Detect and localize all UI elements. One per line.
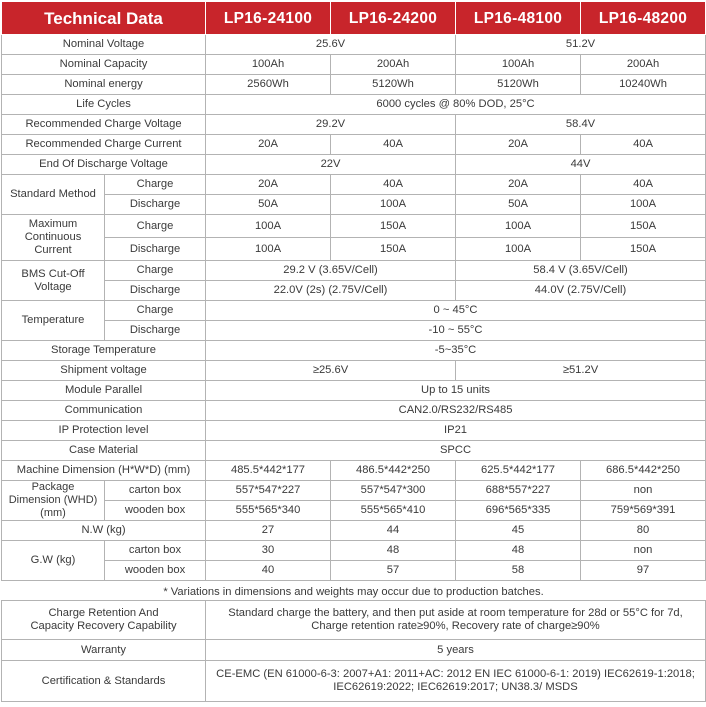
row-label: Case Material: [2, 441, 206, 461]
cell-value: 100Ah: [456, 55, 581, 75]
cell-value: 486.5*442*250: [331, 461, 456, 481]
row-label: Certification & Standards: [2, 661, 206, 702]
cell-value: -10 ~ 55°C: [206, 321, 706, 341]
cell-value: 51.2V: [456, 35, 706, 55]
row-label: Standard Method: [2, 175, 105, 215]
cell-value: 5120Wh: [331, 75, 456, 95]
cell-value: 100Ah: [206, 55, 331, 75]
row-label: G.W (kg): [2, 541, 105, 581]
cell-value: 40A: [331, 175, 456, 195]
table-row: [2, 195, 706, 215]
retention-label-line: Capacity Recovery Capability: [30, 620, 177, 632]
technical-data-table: [1, 1, 706, 603]
table-row: [2, 381, 706, 401]
cell-value: 686.5*442*250: [581, 461, 706, 481]
sub-label: Charge: [105, 261, 206, 281]
cell-value: 20A: [206, 175, 331, 195]
cell-value: 625.5*442*177: [456, 461, 581, 481]
cell-value: 555*565*340: [206, 501, 331, 521]
cell-value: non: [581, 481, 706, 501]
cell-value: 150A: [581, 215, 706, 238]
cell-value: 57: [331, 561, 456, 581]
sub-label: Charge: [105, 175, 206, 195]
cell-value: 97: [581, 561, 706, 581]
row-label: Communication: [2, 401, 206, 421]
cell-value: 555*565*410: [331, 501, 456, 521]
row-label: Storage Temperature: [2, 341, 206, 361]
cell-value: -5~35°C: [206, 341, 706, 361]
row-label: Life Cycles: [2, 95, 206, 115]
sub-label: wooden box: [105, 561, 206, 581]
table-row: [2, 421, 706, 441]
retention-value-line: Standard charge the battery, and then put aside at room temperature for 28d or 55°C for 7d,: [228, 607, 683, 619]
row-label: Recommended Charge Current: [2, 135, 206, 155]
table-row: [2, 301, 706, 321]
table-row: [2, 401, 706, 421]
cell-value: 557*547*227: [206, 481, 331, 501]
cell-value: 150A: [331, 215, 456, 238]
cell-value: 150A: [581, 238, 706, 261]
table-row: [2, 215, 706, 238]
table-row: [2, 135, 706, 155]
model-header: LP16-48100: [456, 2, 581, 35]
cell-value: 100A: [456, 215, 581, 238]
model-header: LP16-24200: [331, 2, 456, 35]
cell-value: 696*565*335: [456, 501, 581, 521]
cell-value: CAN2.0/RS232/RS485: [206, 401, 706, 421]
cell-value: 759*569*391: [581, 501, 706, 521]
table-row: [2, 155, 706, 175]
model-header: LP16-24100: [206, 2, 331, 35]
cell-value: 5120Wh: [456, 75, 581, 95]
row-label: Module Parallel: [2, 381, 206, 401]
cell-value: 22V: [206, 155, 456, 175]
cell-value: 10240Wh: [581, 75, 706, 95]
footnote: * Variations in dimensions and weights may occur due to production batches.: [163, 585, 544, 598]
cell-value: 2560Wh: [206, 75, 331, 95]
table-row: [2, 175, 706, 195]
cell-value: 25.6V: [206, 35, 456, 55]
table-row: [2, 115, 706, 135]
row-label: Package Dimension (WHD) (mm): [2, 481, 105, 521]
table-row: [2, 601, 706, 640]
cell-value: 20A: [206, 135, 331, 155]
row-label: Shipment voltage: [2, 361, 206, 381]
model-header: LP16-48200: [581, 2, 706, 35]
table-row: [2, 261, 706, 281]
cell-value: 20A: [456, 175, 581, 195]
sub-label: Discharge: [105, 281, 206, 301]
table-row: [2, 441, 706, 461]
table-row: [2, 341, 706, 361]
table-row: [2, 640, 706, 661]
cell-value: ≥51.2V: [456, 361, 706, 381]
cell-value: 20A: [456, 135, 581, 155]
cell-value: 688*557*227: [456, 481, 581, 501]
cell-value: 44V: [456, 155, 706, 175]
cell-value: 150A: [331, 238, 456, 261]
table-title: Technical Data: [2, 2, 206, 35]
row-label: Nominal energy: [2, 75, 206, 95]
sub-label: Discharge: [105, 195, 206, 215]
cell-value: 0 ~ 45°C: [206, 301, 706, 321]
sub-label: wooden box: [105, 501, 206, 521]
table-row: [2, 521, 706, 541]
row-label: Nominal Voltage: [2, 35, 206, 55]
cell-value: 29.2 V (3.65V/Cell): [206, 261, 456, 281]
table-row: [2, 461, 706, 481]
cell-value: 30: [206, 541, 331, 561]
table-row: [2, 561, 706, 581]
cell-value: 22.0V (2s) (2.75V/Cell): [206, 281, 456, 301]
row-label: Maximum Continuous Current: [2, 215, 105, 261]
cell-value: [206, 601, 706, 640]
cell-value: 100A: [581, 195, 706, 215]
row-label: Recommended Charge Voltage: [2, 115, 206, 135]
cell-value: 100A: [331, 195, 456, 215]
cell-value: 557*547*300: [331, 481, 456, 501]
row-label: Warranty: [2, 640, 206, 661]
cell-value: 80: [581, 521, 706, 541]
table-row: [2, 238, 706, 261]
sub-label: Charge: [105, 301, 206, 321]
cell-value: 40: [206, 561, 331, 581]
retention-label-line: Charge Retention And: [48, 607, 159, 619]
cell-value: 100A: [206, 215, 331, 238]
table-row: [2, 481, 706, 501]
cell-value: 200Ah: [581, 55, 706, 75]
table-row: [2, 321, 706, 341]
row-label: Machine Dimension (H*W*D) (mm): [2, 461, 206, 481]
cell-value: 5 years: [206, 640, 706, 661]
cell-value: 50A: [456, 195, 581, 215]
table-row: [2, 541, 706, 561]
cell-value: 6000 cycles @ 80% DOD, 25°C: [206, 95, 706, 115]
table-row: [2, 281, 706, 301]
cell-value: 50A: [206, 195, 331, 215]
cell-value: 58.4V: [456, 115, 706, 135]
table-row: [2, 55, 706, 75]
cell-value: SPCC: [206, 441, 706, 461]
table-row: [2, 95, 706, 115]
cell-value: 200Ah: [331, 55, 456, 75]
cell-value: Up to 15 units: [206, 381, 706, 401]
cell-value: non: [581, 541, 706, 561]
cell-value: 100A: [456, 238, 581, 261]
table-row: [2, 661, 706, 702]
cell-value: 58: [456, 561, 581, 581]
sub-label: Discharge: [105, 238, 206, 261]
cell-value: ≥25.6V: [206, 361, 456, 381]
table-row: [2, 361, 706, 381]
certification-value-line: IEC62619:2022; IEC62619:2017; UN38.3/ MSDS: [333, 681, 578, 693]
cell-value: 40A: [581, 135, 706, 155]
cell-value: 58.4 V (3.65V/Cell): [456, 261, 706, 281]
cell-value: 45: [456, 521, 581, 541]
sub-label: Discharge: [105, 321, 206, 341]
row-label: End Of Discharge Voltage: [2, 155, 206, 175]
retention-value-line: Charge retention rate≥90%, Recovery rate of charge≥90%: [311, 620, 600, 632]
lower-spec-table: [1, 600, 706, 702]
cell-value: 40A: [331, 135, 456, 155]
row-label: N.W (kg): [2, 521, 206, 541]
cell-value: 44: [331, 521, 456, 541]
table-row: [2, 35, 706, 55]
table-row: [2, 501, 706, 521]
cell-value: 40A: [581, 175, 706, 195]
row-label: Temperature: [2, 301, 105, 341]
cell-value: 27: [206, 521, 331, 541]
cell-value: 44.0V (2.75V/Cell): [456, 281, 706, 301]
cell-value: 48: [331, 541, 456, 561]
sub-label: carton box: [105, 481, 206, 501]
table-row: [2, 75, 706, 95]
cell-value: 29.2V: [206, 115, 456, 135]
row-label: Nominal Capacity: [2, 55, 206, 75]
certification-value-line: CE-EMC (EN 61000-6-3: 2007+A1: 2011+AC: 2012 EN IEC 61000-6-1: 2019) IEC62619-1:2018;: [216, 668, 695, 680]
cell-value: 485.5*442*177: [206, 461, 331, 481]
row-label: BMS Cut-Off Voltage: [2, 261, 105, 301]
sub-label: carton box: [105, 541, 206, 561]
sub-label: Charge: [105, 215, 206, 238]
cell-value: 100A: [206, 238, 331, 261]
row-label: [2, 601, 206, 640]
cell-value: [206, 661, 706, 702]
cell-value: IP21: [206, 421, 706, 441]
row-label: IP Protection level: [2, 421, 206, 441]
cell-value: 48: [456, 541, 581, 561]
